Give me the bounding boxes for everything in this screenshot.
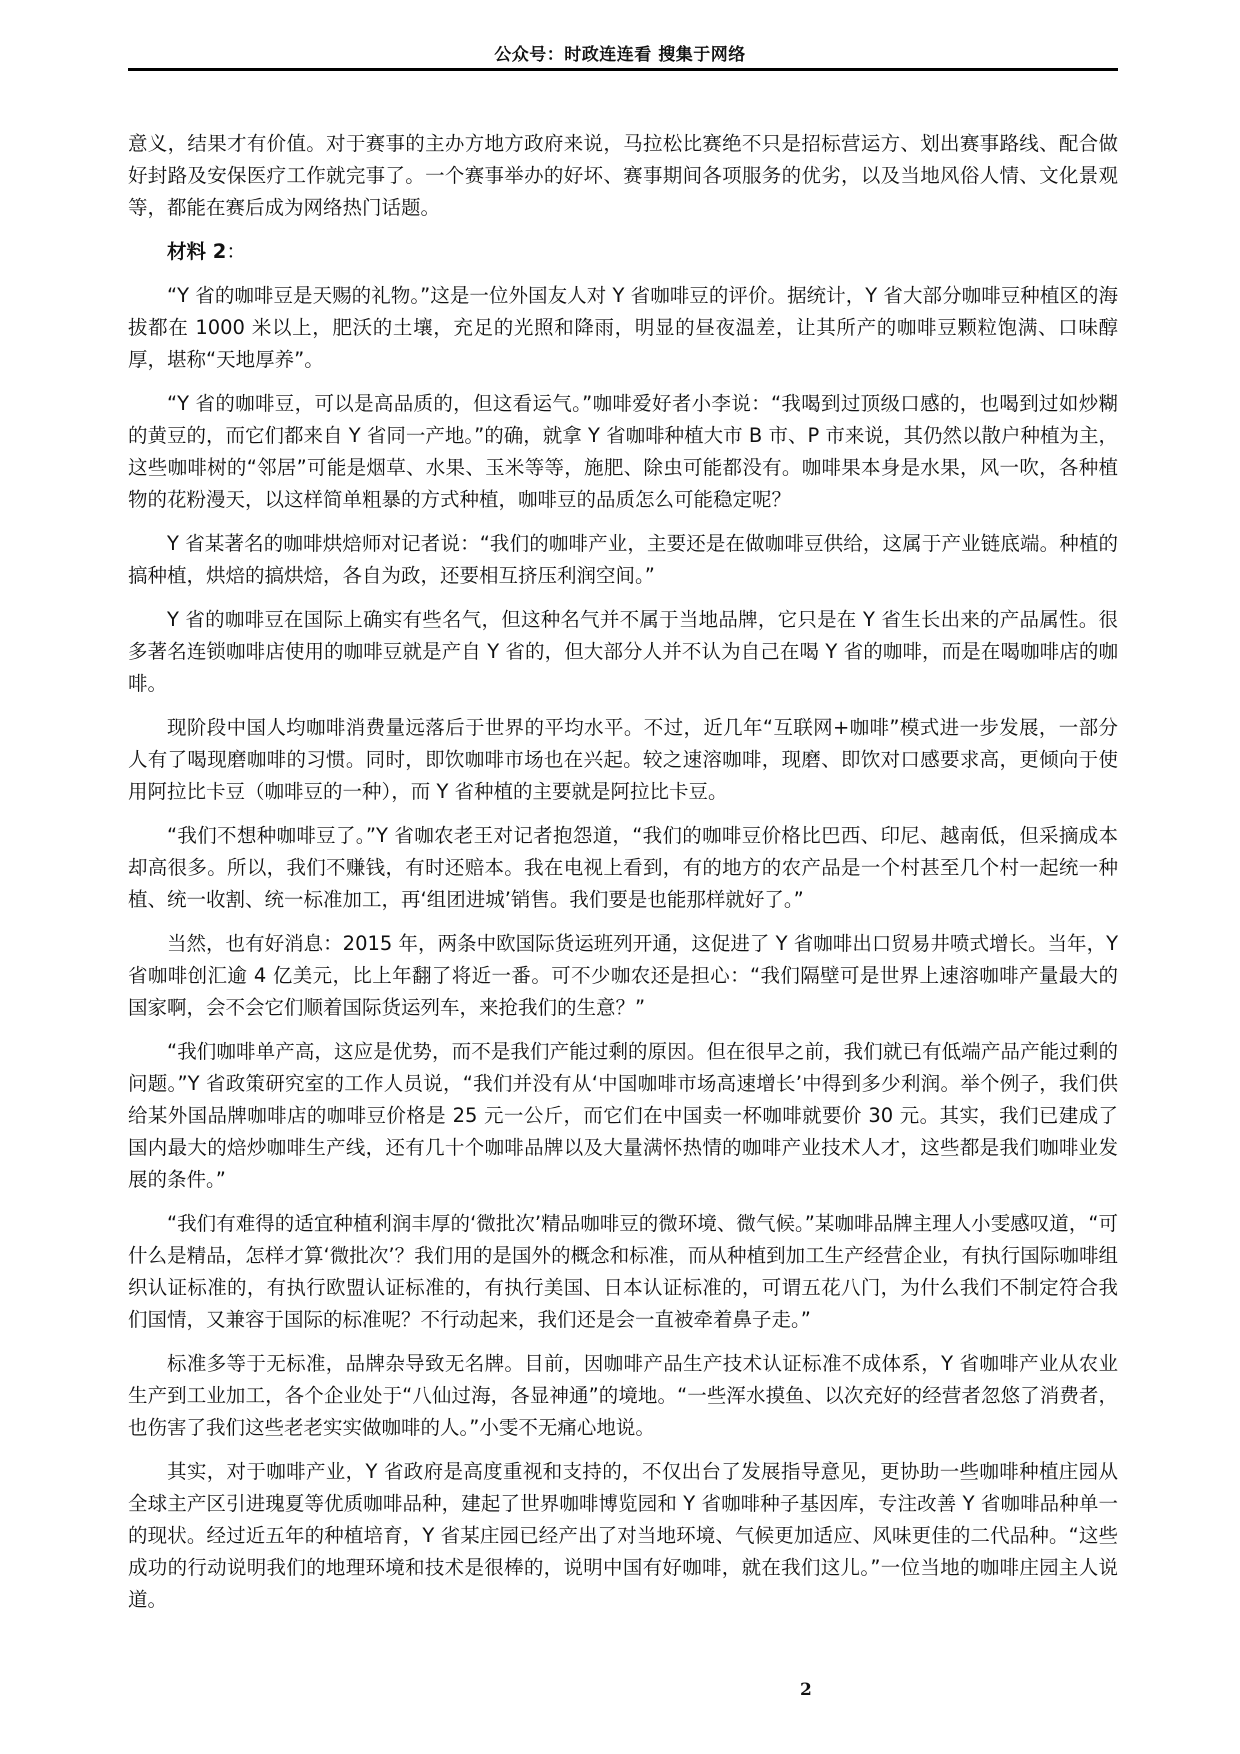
paragraph: 当然，也有好消息：2015 年，两条中欧国际货运班列开通，这促进了 Y 省咖啡出口贸易井喷式增长。当年，Y 省咖啡创汇逾 4 亿美元，比上年翻了将近一番。可不少咖农还是担心：“我们隔壁可是世界上速溶咖啡产量最大的国家啊，会不会它们顺着国际货运列车，来抢我们的生意？”: [128, 932, 1118, 1019]
paragraph: “我们不想种咖啡豆了。”Y 省咖农老王对记者抱怨道，“我们的咖啡豆价格比巴西、印尼、越南低，但采摘成本却高很多。所以，我们不赚钱，有时还赔本。我在电视上看到，有的地方的农产品是一个村甚至几个村一起统一种植、统一收割、统一标准加工，再‘组团进城’销售。我们要是也能那样就好了。”: [128, 824, 1118, 911]
paragraph: 其实，对于咖啡产业，Y 省政府是高度重视和支持的，不仅出台了发展指导意见，更协助一些咖啡种植庄园从全球主产区引进瑰夏等优质咖啡品种，建起了世界咖啡博览园和 Y 省咖啡种子基因库，专注改善 Y 省咖啡品种单一的现状。经过近五年的种植培育，Y 省某庄园已经产出了对当地环境、气候更加适应、风味更佳的二代品种。“这些成功的行动说明我们的地理环境和技术是很棒的，说明中国有好咖啡，就在我们这儿。”一位当地的咖啡庄园主人说道。: [128, 1460, 1118, 1611]
paragraph: Y 省某著名的咖啡烘焙师对记者说：“我们的咖啡产业，主要还是在做咖啡豆供给，这属于产业链底端。种植的搞种植，烘焙的搞烘焙，各自为政，还要相互挤压利润空间。”: [128, 532, 1118, 587]
section-heading-label: 材料 2: [167, 240, 227, 263]
continuation-paragraph: 意义，结果才有价值。对于赛事的主办方地方政府来说，马拉松比赛绝不只是招标营运方、划出赛事路线、配合做好封路及安保医疗工作就完事了。一个赛事举办的好坏、赛事期间各项服务的优劣，以及当地风俗人情、文化景观等，都能在赛后成为网络热门话题。: [128, 132, 1118, 219]
paragraph: 标准多等于无标准，品牌杂导致无名牌。目前，因咖啡产品生产技术认证标准不成体系，Y 省咖啡产业从农业生产到工业加工，各个企业处于“八仙过海，各显神通”的境地。“一些浑水摸鱼、以次充好的经营者忽悠了消费者，也伤害了我们这些老老实实做咖啡的人。”小雯不无痛心地说。: [128, 1352, 1118, 1439]
paragraph: “Y 省的咖啡豆是天赐的礼物。”这是一位外国友人对 Y 省咖啡豆的评价。据统计，Y 省大部分咖啡豆种植区的海拔都在 1000 米以上，肥沃的土壤，充足的光照和降雨，明显的昼夜温差，让其所产的咖啡豆颗粒饱满、口味醇厚，堪称“天地厚养”。: [128, 284, 1118, 371]
paragraph: “Y 省的咖啡豆，可以是高品质的，但这看运气。”咖啡爱好者小李说：“我喝到过顶级口感的，也喝到过如炒糊的黄豆的，而它们都来自 Y 省同一产地。”的确，就拿 Y 省咖啡种植大市 B 市、P 市来说，其仍然以散户种植为主，这些咖啡树的“邻居”可能是烟草、水果、玉米等等，施肥、除虫可能都没有。咖啡果本身是水果，风一吹，各种植物的花粉漫天，以这样简单粗暴的方式种植，咖啡豆的品质怎么可能稳定呢？: [128, 392, 1118, 511]
paragraph: “我们咖啡单产高，这应是优势，而不是我们产能过剩的原因。但在很早之前，我们就已有低端产品产能过剩的问题。”Y 省政策研究室的工作人员说，“我们并没有从‘中国咖啡市场高速增长’中得到多少利润。举个例子，我们供给某外国品牌咖啡店的咖啡豆价格是 25 元一公斤，而它们在中国卖一杯咖啡就要价 30 元。其实，我们已建成了国内最大的焙炒咖啡生产线，还有几十个咖啡品牌以及大量满怀热情的咖啡产业技术人才，这些都是我们咖啡业发展的条件。”: [128, 1040, 1118, 1191]
paragraph: “我们有难得的适宜种植利润丰厚的‘微批次’精品咖啡豆的微环境、微气候。”某咖啡品牌主理人小雯感叹道，“可什么是精品，怎样才算‘微批次’？我们用的是国外的概念和标准，而从种植到加工生产经营企业，有执行国际咖啡组织认证标准的，有执行欧盟认证标准的，有执行美国、日本认证标准的，可谓五花八门，为什么我们不制定符合我们国情，又兼容于国际的标准呢？不行动起来，我们还是会一直被牵着鼻子走。”: [128, 1212, 1118, 1331]
document-body: [128, 128, 1118, 1628]
header-rule: [128, 68, 1118, 71]
page-number: 2: [800, 1680, 812, 1700]
section-heading: [128, 236, 1118, 268]
section-heading-colon: ：: [226, 240, 246, 263]
page-header: 公众号：时政连连看 搜集于网络: [494, 45, 746, 65]
paragraph: 现阶段中国人均咖啡消费量远落后于世界的平均水平。不过，近几年“互联网+咖啡”模式进一步发展，一部分人有了喝现磨咖啡的习惯。同时，即饮咖啡市场也在兴起。较之速溶咖啡，现磨、即饮对口感要求高，更倾向于使用阿拉比卡豆（咖啡豆的一种），而 Y 省种植的主要就是阿拉比卡豆。: [128, 716, 1118, 803]
paragraph: Y 省的咖啡豆在国际上确实有些名气，但这种名气并不属于当地品牌，它只是在 Y 省生长出来的产品属性。很多著名连锁咖啡店使用的咖啡豆就是产自 Y 省的，但大部分人并不认为自己在喝 Y 省的咖啡，而是在喝咖啡店的咖啡。: [128, 608, 1118, 695]
